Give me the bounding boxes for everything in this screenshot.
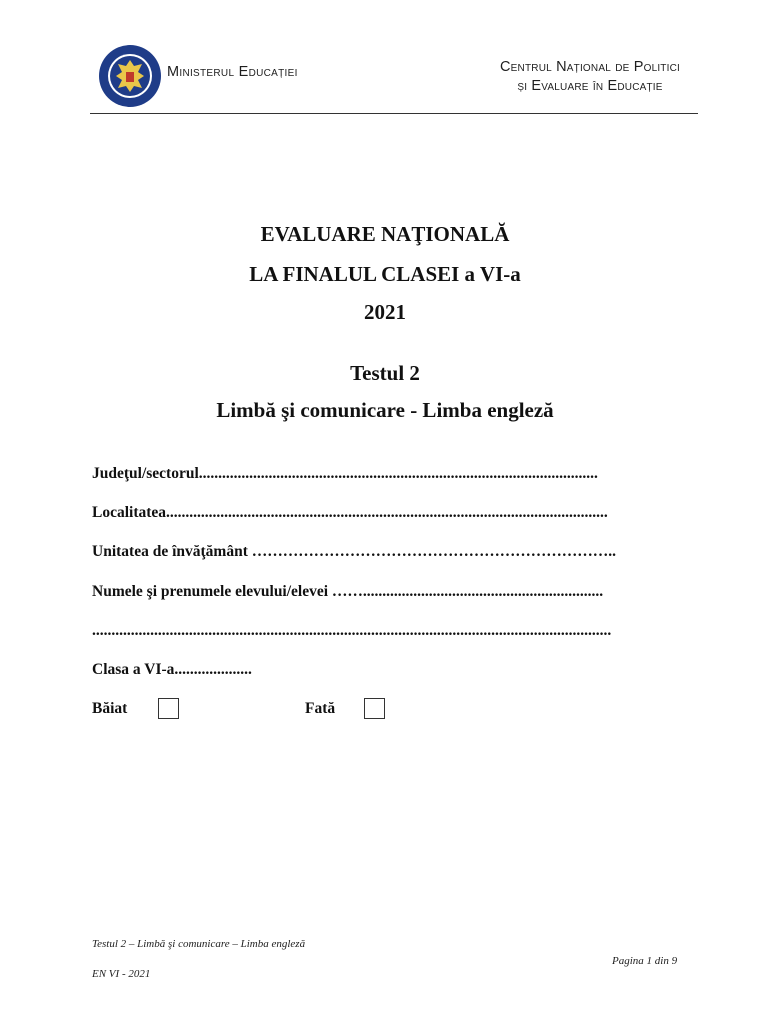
boy-checkbox[interactable] <box>158 698 179 719</box>
student-name-field[interactable]: Numele şi prenumele elevului/elevei …….............................................................. <box>92 583 604 600</box>
footer-page-number: Pagina 1 din 9 <box>612 955 678 967</box>
centre-line-2: și Evaluare în Educație <box>517 78 663 94</box>
header-divider <box>90 113 698 114</box>
county-field[interactable]: Judeţul/sectorul....................................................................................................... <box>92 465 598 482</box>
girl-checkbox[interactable] <box>364 698 385 719</box>
exam-grade: LA FINALUL CLASEI a VI-a <box>249 262 521 286</box>
document-header <box>0 0 770 115</box>
locality-field[interactable]: Localitatea.................................................................................................................. <box>92 504 608 521</box>
exam-title: EVALUARE NAŢIONALĂ <box>260 222 510 246</box>
government-seal-icon <box>98 44 162 108</box>
class-field[interactable]: Clasa a VI-a.................... <box>92 661 252 678</box>
centre-line-1: Centrul Național de Politici <box>500 59 680 75</box>
test-number: Testul 2 <box>350 361 420 385</box>
ministry-name: Ministerul Educației <box>167 64 298 80</box>
exam-year: 2021 <box>364 300 406 324</box>
evaluation-centre-name <box>470 58 710 96</box>
girl-label: Fată <box>305 700 336 717</box>
boy-label: Băiat <box>92 700 128 717</box>
school-field[interactable]: Unitatea de învăţământ …………………………………………………………….. <box>92 543 616 560</box>
subject-title: Limbă şi comunicare - Limba engleză <box>216 398 554 422</box>
footer-test-info: Testul 2 – Limbă şi comunicare – Limba engleză <box>92 938 306 950</box>
footer-exam-code: EN VI - 2021 <box>92 968 151 980</box>
student-name-continuation[interactable]: ...................................................................................................................................... <box>92 622 612 639</box>
